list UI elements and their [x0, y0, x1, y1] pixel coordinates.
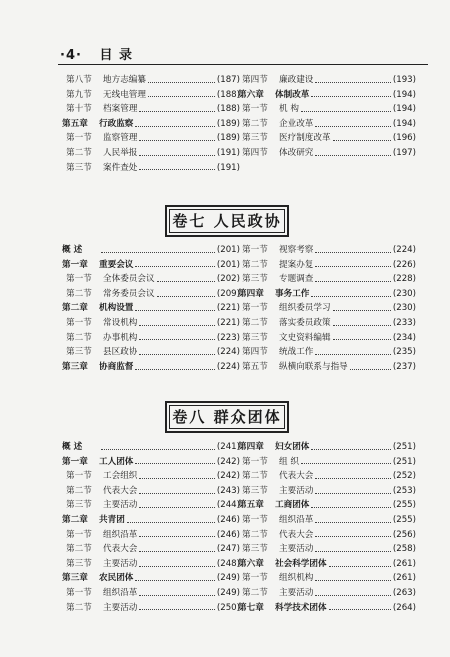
dot-leader	[157, 296, 215, 297]
entry-number: 第一节	[66, 471, 92, 482]
toc-entry-section	[62, 73, 240, 88]
entry-page: (237)	[392, 361, 416, 372]
entry-page: (233)	[392, 317, 416, 328]
entry-page: (196)	[392, 133, 416, 144]
dot-leader	[329, 609, 391, 610]
entry-title: 落实委员政策	[279, 317, 331, 328]
toc-entry-section	[238, 146, 416, 161]
toc-entry-section	[238, 316, 416, 331]
entry-number: 第二节	[242, 317, 268, 328]
entry-page: (252)	[392, 471, 416, 482]
entry-page: (243)	[216, 485, 240, 496]
entry-page: (255)	[392, 500, 416, 511]
entry-page: (248)	[216, 558, 240, 569]
entry-number: 第一节	[242, 303, 268, 314]
dot-leader	[333, 339, 391, 340]
entry-page: (242)	[216, 471, 240, 482]
entry-number: 概 述	[62, 442, 83, 452]
dot-leader	[315, 551, 391, 552]
toc-entry-section	[238, 243, 416, 258]
entry-page: (263)	[392, 587, 416, 598]
entry-title: 科学技术团体	[275, 602, 327, 613]
dot-leader	[315, 595, 391, 596]
entry-page: (221)	[216, 303, 240, 314]
entry-page: (188)	[216, 89, 240, 100]
entry-page: (241)	[216, 442, 240, 452]
toc-entry-section	[238, 469, 416, 484]
entry-number: 第二章	[62, 514, 88, 525]
toc-entry-chapter	[238, 88, 416, 103]
entry-page: (261)	[392, 573, 416, 584]
dot-leader	[139, 536, 215, 537]
toc-entry-section	[238, 131, 416, 146]
entry-page: (246)	[216, 529, 240, 540]
entry-page: (228)	[392, 274, 416, 285]
entry-number: 第四节	[242, 147, 268, 158]
entry-title: 纵横向联系与指导	[279, 361, 348, 372]
toc-entry-section	[238, 360, 416, 375]
dot-leader	[135, 310, 215, 311]
entry-number: 第二节	[242, 529, 268, 540]
entry-number: 第二节	[66, 147, 92, 158]
entry-number: 第二节	[66, 288, 92, 299]
entry-title: 组 织	[279, 456, 299, 467]
entry-number: 第一节	[66, 587, 92, 598]
vol8-banner: 卷八 群众团体	[165, 401, 289, 433]
dot-leader	[101, 252, 215, 253]
entry-page: (187)	[216, 75, 240, 85]
dot-leader	[315, 580, 391, 581]
entry-title: 常设机构	[103, 317, 138, 328]
entry-number: 第二节	[66, 332, 92, 343]
entry-number: 第三节	[66, 558, 92, 569]
entry-number: 第六章	[238, 89, 264, 100]
entry-title: 重要会议	[99, 259, 134, 270]
entry-page: (246)	[216, 514, 240, 525]
entry-number: 第二节	[242, 471, 268, 482]
toc-entry-chapter	[62, 117, 240, 132]
entry-page: (250)	[216, 602, 240, 613]
entry-page: (249)	[216, 573, 240, 584]
entry-title: 组织沿革	[103, 529, 138, 540]
toc-entry-chapter	[238, 557, 416, 572]
entry-page: (189)	[216, 133, 240, 144]
entry-title: 组织沿革	[279, 514, 314, 525]
toc-entry-section	[62, 316, 240, 331]
entry-number: 第四章	[238, 288, 264, 299]
dot-leader	[315, 281, 391, 282]
dot-leader	[139, 140, 215, 141]
entry-title: 机构设置	[99, 303, 134, 314]
toc-entry-section	[238, 571, 416, 586]
entry-number: 第十节	[66, 104, 92, 115]
dot-leader	[135, 126, 215, 127]
dot-leader	[315, 266, 391, 267]
entry-title: 组织委员学习	[279, 303, 331, 314]
entry-title: 文史资料编辑	[279, 332, 331, 343]
entry-number: 第一章	[62, 259, 88, 270]
entry-number: 第二章	[62, 303, 88, 314]
toc-entry-chapter	[238, 601, 416, 616]
page-header	[60, 44, 133, 63]
toc-entry-section	[62, 557, 240, 572]
dot-leader	[315, 522, 391, 523]
dot-leader	[315, 478, 391, 479]
dot-leader	[315, 536, 391, 537]
dot-leader	[148, 96, 215, 97]
entry-page: (255)	[392, 514, 416, 525]
entry-title: 协商监督	[99, 361, 134, 372]
dot-leader	[315, 126, 391, 127]
toc-entry-section	[238, 258, 416, 273]
toc-vol8-left	[62, 440, 240, 615]
entry-page: (221)	[216, 317, 240, 328]
toc-top-right	[238, 73, 416, 161]
entry-page: (234)	[392, 332, 416, 343]
entry-page: (209)	[216, 288, 240, 299]
entry-page: (256)	[392, 529, 416, 540]
entry-title: 工商团体	[275, 500, 310, 511]
entry-title: 行政监察	[99, 118, 134, 129]
entry-title: 医疗制度改革	[279, 133, 331, 144]
entry-number: 第一节	[242, 104, 268, 115]
entry-page: (202)	[216, 274, 240, 285]
entry-number: 第九节	[66, 89, 92, 100]
toc-entry-section	[238, 73, 416, 88]
entry-page: (193)	[392, 75, 416, 85]
entry-number: 第三节	[242, 274, 268, 285]
toc-entry-section	[238, 102, 416, 117]
entry-number: 第四节	[242, 75, 268, 85]
toc-entry-chapter	[62, 301, 240, 316]
dot-leader	[315, 155, 391, 156]
header-rule	[58, 64, 428, 65]
dot-leader	[139, 155, 215, 156]
vol7-banner: 卷七 人民政协	[165, 205, 289, 237]
entry-title: 代表大会	[103, 544, 138, 555]
entry-number: 第五节	[242, 361, 268, 372]
entry-page: (226)	[392, 259, 416, 270]
toc-top-left	[62, 73, 240, 175]
entry-page: (194)	[392, 104, 416, 115]
dot-leader	[127, 522, 215, 523]
dot-leader	[301, 463, 391, 464]
toc-entry-overview	[62, 440, 240, 455]
entry-title: 主要活动	[279, 544, 314, 555]
dot-leader	[139, 169, 215, 170]
entry-page: (261)	[392, 558, 416, 569]
entry-title: 人民举报	[103, 147, 138, 158]
toc-entry-section	[238, 301, 416, 316]
dot-leader	[139, 339, 215, 340]
dot-leader	[315, 354, 391, 355]
entry-title: 提案办复	[279, 259, 314, 270]
dot-leader	[333, 140, 391, 141]
entry-number: 第三节	[66, 500, 92, 511]
entry-title: 主要活动	[103, 602, 138, 613]
dot-leader	[139, 325, 215, 326]
dot-leader	[333, 325, 391, 326]
dot-leader	[311, 449, 391, 450]
entry-title: 地方志编纂	[103, 75, 146, 85]
toc-entry-section	[62, 287, 240, 302]
entry-title: 企业改革	[279, 118, 314, 129]
entry-title: 主要活动	[279, 485, 314, 496]
entry-number: 第一节	[66, 133, 92, 144]
entry-number: 第三节	[242, 133, 268, 144]
dot-leader	[315, 493, 391, 494]
toc-entry-section	[62, 345, 240, 360]
entry-page: (251)	[392, 456, 416, 467]
entry-title: 代表大会	[279, 471, 314, 482]
entry-number: 第一节	[66, 274, 92, 285]
dot-leader	[301, 111, 391, 112]
toc-entry-section	[238, 528, 416, 543]
toc-entry-section	[62, 601, 240, 616]
entry-page: (223)	[216, 332, 240, 343]
dot-leader	[139, 111, 215, 112]
entry-number: 第一节	[242, 573, 268, 584]
entry-page: (201)	[216, 245, 240, 255]
toc-entry-chapter	[62, 513, 240, 528]
dot-leader	[311, 507, 391, 508]
entry-page: (189)	[216, 118, 240, 129]
toc-entry-section	[62, 498, 240, 513]
entry-number: 第一节	[66, 529, 92, 540]
entry-title: 工会组织	[103, 471, 138, 482]
entry-number: 第六章	[238, 558, 264, 569]
entry-title: 办事机构	[103, 332, 138, 343]
page-number: ·4·	[60, 48, 82, 63]
toc-entry-section	[238, 542, 416, 557]
entry-title: 档案管理	[103, 104, 138, 115]
entry-title: 共青团	[99, 514, 125, 525]
toc-entry-section	[62, 528, 240, 543]
entry-page: (264)	[392, 602, 416, 613]
toc-entry-section	[238, 345, 416, 360]
entry-number: 第二节	[242, 118, 268, 129]
dot-leader	[139, 507, 215, 508]
dot-leader	[101, 449, 215, 450]
entry-number: 第五章	[62, 118, 88, 129]
toc-entry-chapter	[238, 287, 416, 302]
entry-number: 第二节	[66, 544, 92, 555]
entry-number: 第七章	[238, 602, 264, 613]
entry-number: 第一节	[242, 456, 268, 467]
dot-leader	[333, 310, 391, 311]
entry-title: 无线电管理	[103, 89, 146, 100]
entry-page: (253)	[392, 485, 416, 496]
entry-title: 主要活动	[103, 558, 138, 569]
entry-title: 机 构	[279, 104, 299, 115]
toc-entry-section	[238, 117, 416, 132]
dot-leader	[139, 566, 215, 567]
toc-entry-section	[62, 469, 240, 484]
dot-leader	[311, 296, 391, 297]
toc-entry-overview	[62, 243, 240, 258]
entry-page: (251)	[392, 442, 416, 452]
toc-entry-section	[62, 146, 240, 161]
entry-title: 监察管理	[103, 133, 138, 144]
entry-number: 第三章	[62, 573, 88, 584]
entry-title: 代表大会	[279, 529, 314, 540]
entry-page: (224)	[392, 245, 416, 255]
dot-leader	[148, 82, 215, 83]
dot-leader	[139, 609, 215, 610]
toc-entry-section	[62, 131, 240, 146]
entry-title: 社会科学团体	[275, 558, 327, 569]
dot-leader	[157, 281, 215, 282]
toc-entry-section	[238, 331, 416, 346]
entry-page: (230)	[392, 303, 416, 314]
entry-page: (244)	[216, 500, 240, 511]
entry-title: 组织机构	[279, 573, 314, 584]
toc-entry-section	[238, 513, 416, 528]
toc-entry-section	[62, 484, 240, 499]
toc-entry-chapter	[238, 440, 416, 455]
entry-page: (242)	[216, 456, 240, 467]
entry-title: 农民团体	[99, 573, 134, 584]
entry-title: 廉政建设	[279, 75, 314, 85]
dot-leader	[139, 354, 215, 355]
entry-number: 第三节	[242, 544, 268, 555]
entry-title: 主要活动	[279, 587, 314, 598]
entry-number: 第一节	[242, 245, 268, 255]
entry-page: (235)	[392, 347, 416, 358]
entry-number: 第一节	[66, 317, 92, 328]
dot-leader	[315, 82, 391, 83]
entry-number: 第一章	[62, 456, 88, 467]
entry-number: 第八节	[66, 75, 92, 85]
entry-page: (188)	[216, 104, 240, 115]
entry-number: 第四章	[238, 442, 264, 452]
entry-number: 第二节	[242, 587, 268, 598]
dot-leader	[315, 252, 391, 253]
dot-leader	[135, 369, 215, 370]
toc-entry-section	[62, 586, 240, 601]
entry-number: 第三节	[66, 347, 92, 358]
entry-title: 体改研究	[279, 147, 314, 158]
toc-entry-section	[238, 455, 416, 470]
entry-page: (191)	[216, 162, 240, 173]
dot-leader	[139, 595, 215, 596]
toc-entry-chapter	[238, 498, 416, 513]
dot-leader	[139, 478, 215, 479]
toc-entry-section	[238, 484, 416, 499]
entry-page: (230)	[392, 288, 416, 299]
dot-leader	[139, 551, 215, 552]
toc-entry-section	[62, 88, 240, 103]
dot-leader	[135, 266, 215, 267]
entry-number: 第四节	[242, 347, 268, 358]
toc-entry-chapter	[62, 571, 240, 586]
entry-number: 第三节	[242, 485, 268, 496]
dot-leader	[135, 463, 215, 464]
toc-entry-section	[238, 586, 416, 601]
toc-vol8-right	[238, 440, 416, 615]
entry-number: 第一节	[242, 514, 268, 525]
toc-entry-chapter	[62, 258, 240, 273]
entry-page: (224)	[216, 361, 240, 372]
entry-page: (197)	[392, 147, 416, 158]
entry-page: (191)	[216, 147, 240, 158]
toc-entry-chapter	[62, 455, 240, 470]
entry-title: 体制改革	[275, 89, 310, 100]
dot-leader	[311, 96, 391, 97]
entry-number: 第二节	[242, 259, 268, 270]
toc-vol7-right	[238, 243, 416, 374]
entry-title: 主要活动	[103, 500, 138, 511]
dot-leader	[350, 369, 391, 370]
entry-number: 第三节	[242, 332, 268, 343]
entry-title: 妇女团体	[275, 442, 310, 452]
dot-leader	[329, 566, 391, 567]
entry-title: 全体委员会议	[103, 274, 155, 285]
entry-title: 事务工作	[275, 288, 310, 299]
entry-page: (247)	[216, 544, 240, 555]
toc-entry-chapter	[62, 360, 240, 375]
entry-number: 第三章	[62, 361, 88, 372]
entry-page: (224)	[216, 347, 240, 358]
toc-entry-section	[62, 272, 240, 287]
entry-page: (194)	[392, 89, 416, 100]
dot-leader	[139, 493, 215, 494]
dot-leader	[135, 580, 215, 581]
entry-title: 常务委员会议	[103, 288, 155, 299]
toc-entry-section	[238, 272, 416, 287]
entry-title: 工人团体	[99, 456, 134, 467]
toc-entry-section	[62, 102, 240, 117]
toc-vol7-left	[62, 243, 240, 374]
entry-title: 组织沿革	[103, 587, 138, 598]
entry-number: 第三节	[66, 162, 92, 173]
entry-title: 代表大会	[103, 485, 138, 496]
entry-page: (201)	[216, 259, 240, 270]
entry-number: 概 述	[62, 245, 83, 255]
entry-number: 第二节	[66, 485, 92, 496]
entry-title: 县区政协	[103, 347, 138, 358]
entry-page: (249)	[216, 587, 240, 598]
toc-entry-section	[62, 161, 240, 176]
entry-number: 第五章	[238, 500, 264, 511]
entry-number: 第二节	[66, 602, 92, 613]
entry-page: (258)	[392, 544, 416, 555]
toc-entry-section	[62, 542, 240, 557]
entry-title: 案件查处	[103, 162, 138, 173]
entry-title: 视察考察	[279, 245, 314, 255]
toc-entry-section	[62, 331, 240, 346]
entry-title: 统战工作	[279, 347, 314, 358]
entry-title: 专题调查	[279, 274, 314, 285]
entry-page: (194)	[392, 118, 416, 129]
page-title: 目 录	[99, 48, 133, 63]
